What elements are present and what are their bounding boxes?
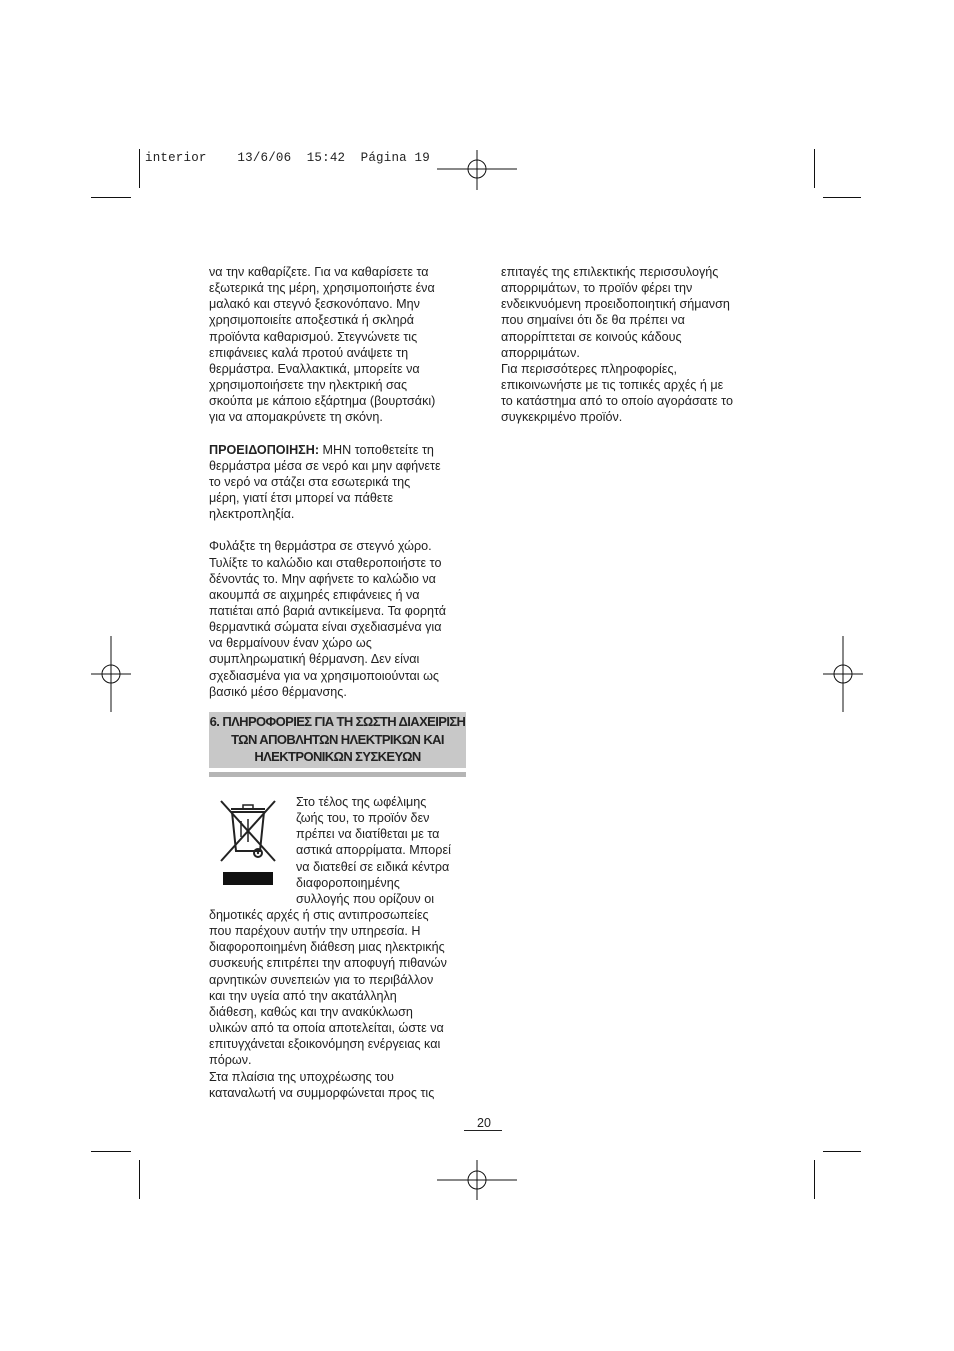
text-line: πρέπει να διατίθεται με τα [296,827,440,842]
text-line: πόρων. [209,1053,252,1068]
text-line: συλλογής που ορίζουν οι [296,891,435,906]
page-number: 20 [477,1116,491,1130]
text-line: συσκευής επιτρέπει την αποφυγή πιθανών [209,956,447,971]
text-line: για να απομακρύνετε τη σκόνη. [209,410,383,425]
text-line: το νερό να στάζει στα εσωτερικά της [209,474,411,489]
text-line: επιφάνειες καλά προτού ανάψετε τη [209,345,409,360]
text-line: υλικών από τα οποία αποτελείται, ώστε να [209,1021,444,1036]
text-line: που σημαίνει ότι δε θα πρέπει να [501,313,685,328]
crop-mark-top-right-v [814,149,815,188]
registration-mark-top-icon [437,150,517,190]
text-line: προϊόντα καθαρισμού. Στεγνώνετε τις [209,329,418,344]
crop-mark-top-right-h [823,197,861,198]
cleaning-paragraph [209,264,479,426]
text-line: Στο τέλος της ωφέλιμης [296,795,427,809]
text-line: διάθεση, καθώς και την ανακύκλωση [209,1004,413,1019]
text-line: καταναλωτή να συμμορφώνεται προς τις [209,1085,435,1100]
left-column [209,264,479,700]
text-line: απορριμάτων. [501,345,580,360]
text-line: ακουμπά σε αιχμηρές επιφάνειες ή να [209,587,420,602]
right-column [501,264,771,426]
text-line: ΜΗΝ τοποθετείτε τη [319,442,434,457]
text-line: μαλακό και στεγνό ξεσκονόπανο. Μην [209,297,420,312]
warning-label: ΠΡΟΕΙΔΟΠΟΙΗΣΗ: [209,442,320,457]
text-line: απορρίπτεται σε κοινούς κάδους [501,329,682,344]
text-line: βασικό μέσο θέρμανσης. [209,684,347,699]
text-line: δένοντάς το. Μην αφήνετε το καλώδιο να [209,571,436,586]
text-line: ηλεκτροπληξία. [209,507,295,522]
text-line: Τυλίξτε το καλώδιο και σταθεροποιήστε το [209,555,442,570]
text-line: Για περισσότερες πληροφορίες, [501,361,678,376]
text-line: μέρη, γιατί έτσι μπορεί να πάθετε [209,491,394,506]
text-line: εξωτερικά της μέρη, χρησιμοποιήστε ένα [209,281,435,296]
text-line: να θερμαίνουν έναν χώρο ως [209,636,372,651]
storage-paragraph [209,538,479,700]
text-line: να την καθαρίζετε. Για να καθαρίσετε τα [209,265,429,279]
text-line: επιταγές της επιλεκτικής περισσυλογής [501,265,719,279]
text-line: σκούπα με κάποιο εξάρτημα (βουρτσάκι) [209,394,436,409]
crop-mark-top-left-v [139,149,140,188]
page-number-rule [464,1130,502,1131]
text-line: Φυλάξτε τη θερμάστρα σε στεγνό χώρο. [209,539,432,554]
crop-mark-bottom-left-v [139,1160,140,1199]
text-line: θερμάστρα. Εναλλακτικά, μπορείτε να [209,361,420,376]
registration-mark-left-icon [91,636,131,712]
text-line: επικοινωνήστε με τις τοπικές αρχές ή με [501,378,724,393]
text-line: διαφοροποιημένη διάθεση μιας ηλεκτρικής [209,940,445,955]
text-line: Στα πλαίσια της υποχρέωσης του [209,1069,394,1084]
text-line: διαφοροποιημένης [296,875,400,890]
registration-mark-right-icon [823,636,863,712]
text-line: αρνητικών συνεπειών για το περιβάλλον [209,972,434,987]
heading-line: ΤΩΝ ΑΠΟΒΛΗΤΩΝ ΗΛΕΚΤΡΙΚΩΝ ΚΑΙ [231,731,444,747]
warning-paragraph [209,442,479,523]
text-line: να διατεθεί σε ειδικά κέντρα [296,859,450,874]
text-line: χρησιμοποιείτε αποξεστικά ή σκληρά [209,313,415,328]
text-line: συμπληρωματική θέρμανση. Δεν είναι [209,652,420,667]
text-line: πατιέται από βαριά αντικείμενα. Τα φορητά [209,603,447,618]
heading-line: ΗΛΕΚΤΡΟΝΙΚΩΝ ΣΥΣΚΕΥΩΝ [254,749,421,764]
text-line: απορριμάτων, το προϊόν φέρει την [501,281,693,296]
text-line: που παρέχουν αυτήν την υπηρεσία. Η [209,924,421,939]
section-heading [209,713,466,766]
crop-mark-bottom-right-v [814,1160,815,1199]
text-line: σχεδιασμένα για να χρησιμοποιούνται ως [209,668,439,683]
text-line: δημοτικές αρχές ή στις αντιπροσωπείες [209,908,429,922]
weee-text-beside-icon [296,794,476,907]
crop-mark-bottom-left-h [91,1151,131,1152]
text-line: χρησιμοποιήσετε την ηλεκτρική σας [209,378,408,393]
crop-mark-top-left-h [91,197,131,198]
text-line: ζωής του, το προϊόν δεν [296,811,430,826]
text-line: συγκεκριμένο προϊόν. [501,410,623,425]
text-line: ενδεικνυόμενη προειδοποιητική σήμανση [501,297,730,312]
print-slug-header: interior 13/6/06 15:42 Página 19 [145,151,430,165]
crossed-out-wheelie-bin-icon [217,797,279,889]
text-line: το κατάστημα από το οποίο αγοράσατε το [501,394,733,409]
text-line: θερμαντικά σώματα είναι σχεδιασμένα για [209,620,442,635]
text-line: επιτυγχάνεται εξοικονόμηση ενέργειας και [209,1037,441,1052]
weee-text-below-icon [209,907,479,1101]
crop-mark-bottom-right-h [823,1151,861,1152]
text-line: αστικά απορρίματα. Μπορεί [296,843,451,858]
section-heading-underline [209,772,466,777]
heading-line: 6. ΠΛΗΡΟΦΟΡΙΕΣ ΓΙΑ ΤΗ ΣΩΣΤΗ ΔΙΑΧΕΙΡΙΣΗ [209,714,466,729]
registration-mark-bottom-icon [437,1160,517,1200]
text-line: θερμάστρα μέσα σε νερό και μην αφήνετε [209,458,441,473]
text-line: και την υγεία από την ακατάλληλη [209,988,397,1003]
